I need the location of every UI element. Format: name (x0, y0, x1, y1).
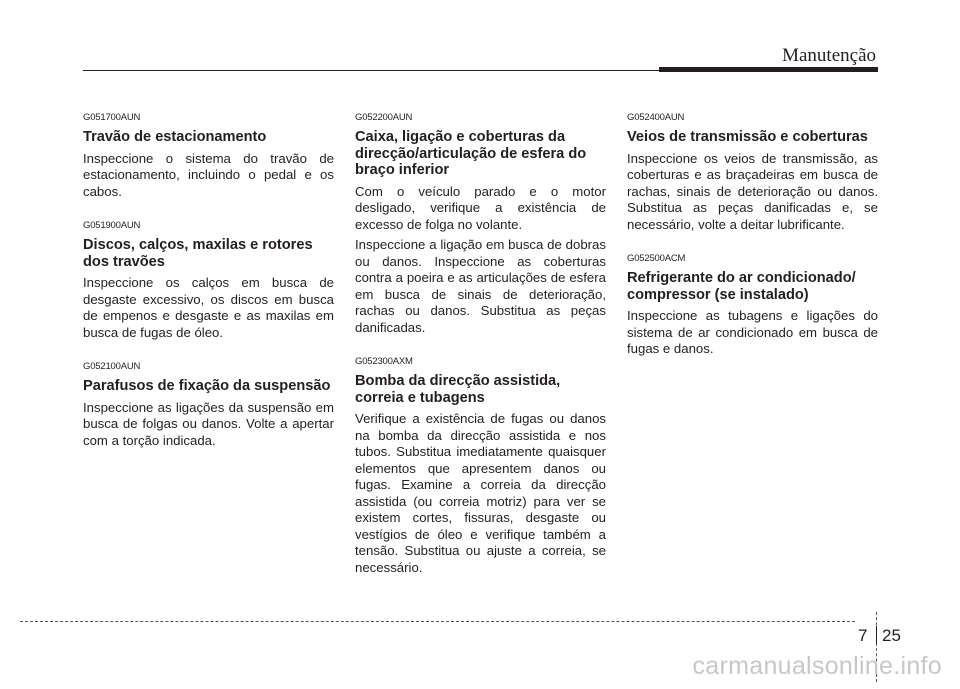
section-brake-discs (83, 220, 334, 341)
section-paragraph: Verifique a existência de fugas ou danos na bomba da direcção assistida e nos tubos. Substitua imediatamente quaisquer elementos que apresentem danos ou fugas. Examine a correia da direcção assistida (ou correia motriz) para ver se existem cortes, fissuras, desgaste ou vestígios de óleo e verifique também a tensão. Substitua ou ajuste a correia, se necessário. (355, 411, 606, 575)
page-number-separator (876, 626, 877, 644)
section-paragraph: Inspeccione as ligações da suspensão em busca de folgas ou danos. Volte a apertar com a torção indicada. (83, 399, 334, 448)
section-heading: Discos, calços, maxilas e rotores dos travões (83, 237, 313, 270)
section-heading: Parafusos de fixação da suspensão (83, 378, 331, 394)
section-paragraph: Com o veículo parado e o motor desligado, verifique a existência de excesso de folga no volante. (355, 183, 606, 232)
section-code: G052300AXM (355, 356, 413, 367)
chapter-number: 7 (858, 626, 868, 645)
column-3 (627, 112, 878, 378)
watermark-text: carmanualsonline.info (692, 652, 942, 680)
section-heading: Caixa, ligação e coberturas da direcção/articulação de esfera do braço inferior (355, 129, 587, 178)
section-parking-brake (83, 112, 334, 200)
column-1 (83, 112, 334, 469)
section-code: G052400AUN (627, 112, 685, 123)
section-heading: Refrigerante do ar condicionado/ compressor (se instalado) (627, 270, 856, 303)
section-code: G052200AUN (355, 112, 413, 123)
section-code: G052500ACM (627, 253, 686, 264)
section-steering-linkage (355, 112, 606, 336)
section-code: G051900AUN (83, 220, 141, 231)
section-heading: Bomba da direcção assistida, correia e tubagens (355, 373, 561, 406)
section-code: G051700AUN (83, 112, 141, 123)
section-code: G052100AUN (83, 361, 141, 372)
section-heading: Travão de estacionamento (83, 129, 267, 145)
header-bar (659, 67, 878, 72)
column-2 (355, 112, 606, 596)
page-header-title: Manutenção (782, 45, 876, 66)
section-drive-shafts (627, 112, 878, 233)
section-ac-refrigerant (627, 253, 878, 358)
section-paragraph: Inspeccione os calços em busca de desgaste excessivo, os discos em busca de empenos e desgaste e as maxilas em busca de fugas de óleo. (83, 275, 334, 340)
section-suspension-bolts (83, 361, 334, 449)
section-heading: Veios de transmissão e coberturas (627, 129, 868, 145)
section-paragraph: Inspeccione os veios de transmissão, as coberturas e as braçadeiras em busca de rachas, sinais de deterioração ou danos. Substitua as peças danificadas e, se necessário, volte a deitar lubrificante. (627, 150, 878, 232)
footer-dashed-rule (20, 621, 855, 622)
section-paragraph: Inspeccione o sistema do travão de estacionamento, incluindo o pedal e os cabos. (83, 150, 334, 199)
header-rule (83, 70, 659, 71)
page-number: 25 (882, 626, 901, 645)
section-paragraph: Inspeccione as tubagens e ligações do sistema de ar condicionado em busca de fugas e danos. (627, 308, 878, 356)
section-power-steering (355, 356, 606, 576)
section-paragraph: Inspeccione a ligação em busca de dobras ou danos. Inspeccione as coberturas contra a poeira e as articulações de esfera em busca de sinais de deterioração, rachas ou danos. Substitua as peças danificadas. (355, 237, 606, 335)
